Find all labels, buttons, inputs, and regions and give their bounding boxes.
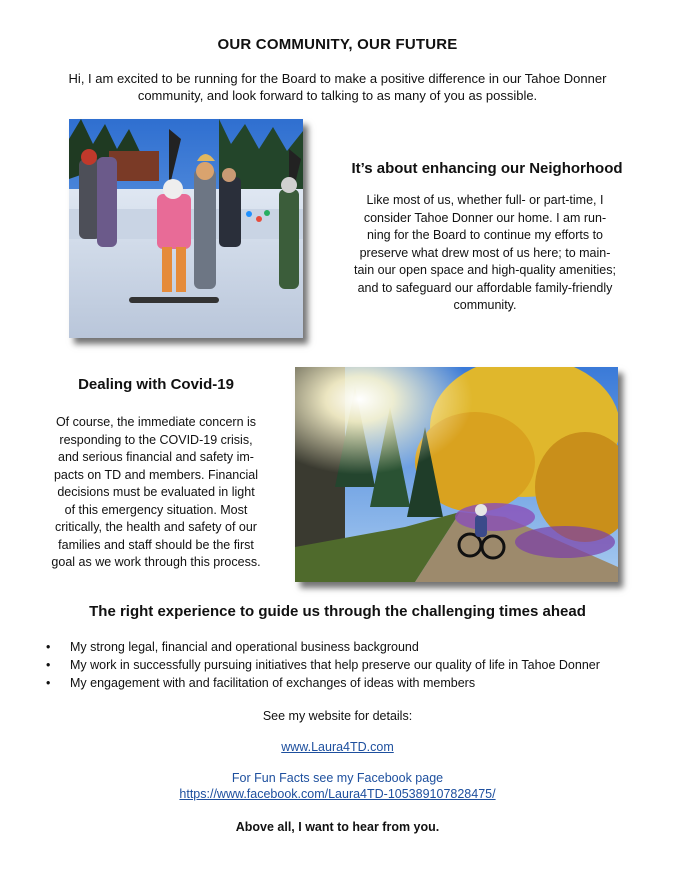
neighborhood-line: consider Tahoe Donner our home. I am run- — [363, 210, 607, 225]
neighborhood-line: tain our open space and high-quality amenities; — [354, 263, 616, 277]
ski-family-photo — [69, 119, 303, 338]
covid-line: goal as we work through this process. — [51, 555, 261, 569]
website-link[interactable]: www.Laura4TD.com — [281, 740, 394, 754]
neighborhood-heading: It’s about enhancing our Neighorhood — [351, 160, 623, 177]
covid-line: of this emergency situation. Most — [64, 502, 248, 517]
list-item: • My engagement with and facilitation of exchanges of ideas with members — [44, 674, 600, 692]
neighborhood-line: Like most of us, whether full- or part-time, I — [366, 193, 604, 207]
facebook-url-link[interactable]: https://www.facebook.com/Laura4TD-105389107828475/ — [179, 787, 496, 801]
covid-line: responding to the COVID-19 crisis, — [59, 432, 253, 447]
intro-paragraph: Hi, I am excited to be running for the Board to make a positive difference in our Tahoe Donner community, and look forward to talking to as many of you as possible. — [68, 71, 607, 103]
neighborhood-line: preserve what drew most of us here; to main- — [359, 245, 611, 260]
covid-paragraph — [36, 414, 276, 572]
list-item: • My work in successfully pursuing initiatives that help preserve our quality of life in Tahoe Donner — [44, 656, 600, 674]
covid-line: families and staff should be the first — [58, 537, 254, 552]
neighborhood-paragraph — [330, 192, 640, 315]
list-item: • My strong legal, financial and operational business background — [44, 638, 600, 656]
covid-line: Of course, the immediate concern is — [55, 415, 257, 429]
facebook-label-link[interactable]: For Fun Facts see my Facebook page — [231, 771, 444, 785]
covid-line: critically, the health and safety of our — [55, 520, 257, 534]
page-title: OUR COMMUNITY, OUR FUTURE — [217, 36, 458, 53]
neighborhood-line: ning for the Board to continue my efforts to — [366, 228, 604, 242]
covid-line: decisions must be evaluated in light — [57, 485, 255, 499]
covid-line: pacts on TD and members. Financial — [53, 467, 259, 482]
neighborhood-line: and to safeguard our affordable family-friendly — [357, 280, 613, 295]
closing-text: Above all, I want to hear from you. — [235, 820, 440, 834]
experience-heading: The right experience to guide us through the challenging times ahead — [89, 603, 586, 620]
covid-line: and serious financial and safety im- — [58, 450, 254, 464]
see-website-text: See my website for details: — [262, 709, 413, 723]
neighborhood-line: community. — [453, 298, 517, 312]
covid-heading: Dealing with Covid-19 — [78, 376, 234, 393]
experience-list — [44, 638, 600, 692]
mountain-bike-photo — [295, 367, 618, 582]
